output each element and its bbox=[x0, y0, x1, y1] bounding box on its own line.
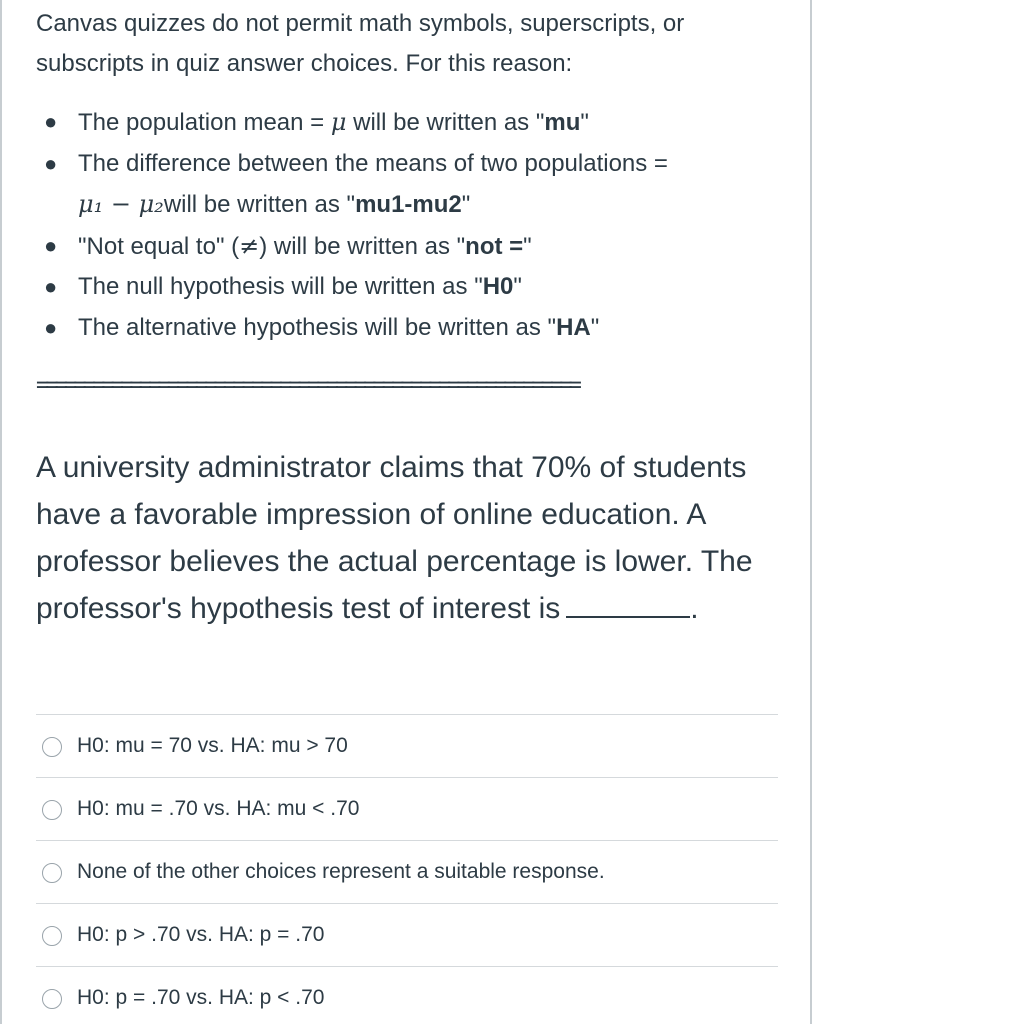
rule-item-difference: ● The difference between the means of two populations = μ₁ − μ₂will be written as "mu1-mu2" bbox=[36, 144, 778, 226]
answer-option[interactable] bbox=[36, 966, 778, 1024]
radio-button[interactable] bbox=[42, 737, 62, 757]
answer-label[interactable]: H0: p = .70 vs. HA: p < .70 bbox=[77, 986, 325, 1009]
radio-button[interactable] bbox=[42, 863, 62, 883]
bullet-icon: ● bbox=[44, 232, 58, 258]
rule-item-alternative-hypothesis: ● The alternative hypothesis will be written as "HA" bbox=[36, 308, 778, 349]
radio-button[interactable] bbox=[42, 800, 62, 820]
radio-button[interactable] bbox=[42, 989, 62, 1009]
rule-item-null-hypothesis: ● The null hypothesis will be written as "H0" bbox=[36, 267, 778, 308]
answer-option[interactable] bbox=[36, 903, 778, 966]
rule-item-not-equal: ● "Not equal to" (≠) will be written as "not =" bbox=[36, 226, 778, 268]
rule-item-mu: ● The population mean = μ will be written as "mu" bbox=[36, 102, 778, 144]
answer-option[interactable] bbox=[36, 777, 778, 840]
answer-label[interactable]: H0: mu = .70 vs. HA: mu < .70 bbox=[77, 797, 360, 820]
question-content bbox=[36, 4, 916, 632]
answer-label[interactable]: H0: p > .70 vs. HA: p = .70 bbox=[77, 923, 325, 946]
answer-label[interactable]: None of the other choices represent a suitable response. bbox=[77, 860, 605, 883]
answer-option[interactable] bbox=[36, 714, 778, 777]
instructions-intro: Canvas quizzes do not permit math symbols, superscripts, or subscripts in quiz answer choices. For this reason: bbox=[36, 10, 685, 77]
radio-button[interactable] bbox=[42, 926, 62, 946]
bullet-icon: ● bbox=[44, 109, 58, 134]
left-border bbox=[0, 0, 2, 1024]
answer-choices bbox=[36, 714, 778, 1024]
question-text: A university administrator claims that 70% of students have a favorable impression of online education. A professor believes the actual percentage is lower. The professor's hypothesis test of interest is . bbox=[36, 451, 753, 625]
answer-blank bbox=[566, 588, 690, 618]
bullet-icon: ● bbox=[44, 314, 58, 340]
bullet-icon: ● bbox=[44, 274, 58, 299]
bullet-icon: ● bbox=[44, 150, 58, 176]
answer-option[interactable] bbox=[36, 840, 778, 903]
separator-line: ========================================================== bbox=[36, 374, 579, 398]
answer-label[interactable]: H0: mu = 70 vs. HA: mu > 70 bbox=[77, 734, 348, 757]
notation-rules-list bbox=[36, 102, 916, 348]
